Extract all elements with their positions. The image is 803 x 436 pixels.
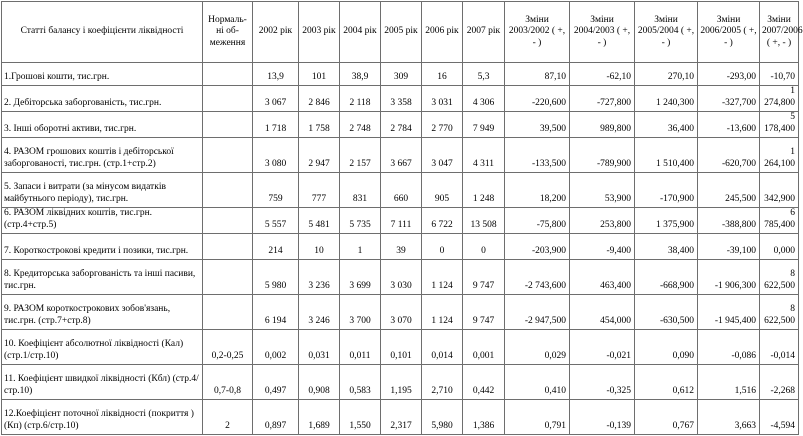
value-2004: 1 [340, 234, 381, 260]
table-row [2, 63, 799, 86]
value-2007: 9 747 [463, 295, 505, 330]
norm-cell: 2 [203, 400, 253, 435]
value-2002: 6 194 [253, 295, 299, 330]
change-2006-2005: 245,500 [698, 173, 760, 208]
header-2006: 2006 рік [422, 2, 463, 63]
table-row [2, 234, 799, 260]
value-2002: 3 080 [253, 138, 299, 173]
value-2003: 0,908 [299, 365, 340, 400]
value-2007: 0,001 [463, 330, 505, 365]
header-row [2, 2, 799, 63]
table-row [2, 400, 799, 435]
value-2002: 0,002 [253, 330, 299, 365]
table-row [2, 86, 799, 112]
change-2004-2003: -9,400 [570, 234, 635, 260]
table-row [2, 260, 799, 295]
liquidity-table [1, 1, 803, 435]
change-2006-2005: -1 945,400 [698, 295, 760, 330]
table-row [2, 173, 799, 208]
table-row [2, 295, 799, 330]
row-label: 4. РАЗОМ грошових коштів і дебіторської заборгованості, тис.грн. (стр.1+стр.2) [2, 138, 203, 173]
row-label: 5. Запаси і витрати (за мінусом видатків майбутнього періоду), тис.грн. [2, 173, 203, 208]
header-change-2005-2004: Зміни 2005/2004 ( +, - ) [635, 2, 698, 63]
value-2004: 1,550 [340, 400, 381, 435]
value-2006: 3 031 [422, 86, 463, 112]
table-row [2, 330, 799, 365]
value-2003: 0,031 [299, 330, 340, 365]
header-2005: 2005 рік [381, 2, 422, 63]
norm-cell [203, 173, 253, 208]
value-2007: 4 311 [463, 138, 505, 173]
change-2006-2005: -39,100 [698, 234, 760, 260]
header-2002: 2002 рік [253, 2, 299, 63]
change-2005-2004: 1 375,900 [635, 208, 698, 234]
row-label: 11. Коефіцієнт швидкої ліквідності (Кбл) (стр.4/стр.10) [2, 365, 203, 400]
row-label: 12.Коефіцієнт поточної ліквідності (покриття ) (Кп) (стр.6/стр.10) [2, 400, 203, 435]
value-2005: 660 [381, 173, 422, 208]
value-2003: 1,689 [299, 400, 340, 435]
norm-cell [203, 234, 253, 260]
value-2002: 13,9 [253, 63, 299, 86]
value-2004: 3 700 [340, 295, 381, 330]
change-2005-2004: 270,10 [635, 63, 698, 86]
value-2006: 6 722 [422, 208, 463, 234]
value-2003: 2 846 [299, 86, 340, 112]
change-2003-2002: -203,900 [505, 234, 570, 260]
table-row [2, 138, 799, 173]
value-2004: 831 [340, 173, 381, 208]
change-2003-2002: -2 743,600 [505, 260, 570, 295]
norm-cell [203, 86, 253, 112]
norm-cell: 0,7-0,8 [203, 365, 253, 400]
value-2006: 5,980 [422, 400, 463, 435]
header-change-2004-2003: Зміни 2004/2003 ( +, - ) [570, 2, 635, 63]
header-norm: Нормаль-ні об-меження [203, 2, 253, 63]
row-label: 1.Грошові кошти, тис.грн. [2, 63, 203, 86]
change-2007-2006: 8 622,500 [760, 260, 799, 295]
value-2007: 1,386 [463, 400, 505, 435]
change-2007-2006: 342,900 [760, 173, 799, 208]
change-2003-2002: 0,029 [505, 330, 570, 365]
value-2002: 5 557 [253, 208, 299, 234]
value-2004: 0,011 [340, 330, 381, 365]
header-2004: 2004 рік [340, 2, 381, 63]
value-2006: 16 [422, 63, 463, 86]
value-2002: 759 [253, 173, 299, 208]
change-2005-2004: -170,900 [635, 173, 698, 208]
norm-cell: 0,2-0,25 [203, 330, 253, 365]
value-2004: 3 699 [340, 260, 381, 295]
change-2007-2006: 1 274,800 [760, 86, 799, 112]
value-2005: 3 358 [381, 86, 422, 112]
value-2005: 2,317 [381, 400, 422, 435]
row-label: 9. РАЗОМ короткострокових зобов'язань, тис.грн. (стр.7+стр.8) [2, 295, 203, 330]
value-2005: 0,101 [381, 330, 422, 365]
value-2003: 3 246 [299, 295, 340, 330]
change-2003-2002: -2 947,500 [505, 295, 570, 330]
change-2007-2006: -4,594 [760, 400, 799, 435]
row-label: 8. Кредиторська заборгованість та інші пасиви, тис.грн. [2, 260, 203, 295]
value-2004: 0,583 [340, 365, 381, 400]
change-2007-2006: -0,014 [760, 330, 799, 365]
change-2004-2003: -789,900 [570, 138, 635, 173]
change-2003-2002: 39,500 [505, 112, 570, 138]
value-2004: 5 735 [340, 208, 381, 234]
header-change-2007-2006: Зміни 2007/2006 ( +, - ) [760, 2, 799, 63]
value-2007: 9 747 [463, 260, 505, 295]
value-2003: 5 481 [299, 208, 340, 234]
change-2005-2004: 1 510,400 [635, 138, 698, 173]
value-2007: 0 [463, 234, 505, 260]
value-2006: 905 [422, 173, 463, 208]
value-2002: 1 718 [253, 112, 299, 138]
change-2006-2005: -293,00 [698, 63, 760, 86]
change-2007-2006: -2,268 [760, 365, 799, 400]
change-2007-2006: 6 785,400 [760, 208, 799, 234]
change-2003-2002: 87,10 [505, 63, 570, 86]
value-2004: 38,9 [340, 63, 381, 86]
value-2005: 2 784 [381, 112, 422, 138]
change-2003-2002: 0,791 [505, 400, 570, 435]
change-2004-2003: -0,021 [570, 330, 635, 365]
change-2005-2004: 0,090 [635, 330, 698, 365]
header-items: Статті балансу і коефіцієнти ліквідності [2, 2, 203, 63]
value-2005: 309 [381, 63, 422, 86]
change-2004-2003: -727,800 [570, 86, 635, 112]
value-2002: 0,897 [253, 400, 299, 435]
value-2005: 3 030 [381, 260, 422, 295]
change-2007-2006: -10,70 [760, 63, 799, 86]
value-2007: 13 508 [463, 208, 505, 234]
change-2004-2003: 463,400 [570, 260, 635, 295]
value-2004: 2 118 [340, 86, 381, 112]
change-2007-2006: 5 178,400 [760, 112, 799, 138]
change-2005-2004: 1 240,300 [635, 86, 698, 112]
norm-cell [203, 63, 253, 86]
header-change-2006-2005: Зміни 2006/2005 ( +, - ) [698, 2, 760, 63]
row-label: 3. Інші оборотні активи, тис.грн. [2, 112, 203, 138]
norm-cell [203, 295, 253, 330]
value-2003: 10 [299, 234, 340, 260]
change-2004-2003: 989,800 [570, 112, 635, 138]
header-change-2003-2002: Зміни 2003/2002 ( +, - ) [505, 2, 570, 63]
change-2007-2006: 8 622,500 [760, 295, 799, 330]
value-2003: 3 236 [299, 260, 340, 295]
value-2002: 3 067 [253, 86, 299, 112]
change-2003-2002: -75,800 [505, 208, 570, 234]
value-2005: 3 667 [381, 138, 422, 173]
change-2003-2002: 18,200 [505, 173, 570, 208]
row-label: 7. Короткострокові кредити і позики, тис.грн. [2, 234, 203, 260]
value-2007: 5,3 [463, 63, 505, 86]
norm-cell [203, 138, 253, 173]
value-2007: 0,442 [463, 365, 505, 400]
change-2007-2006: 1 264,100 [760, 138, 799, 173]
row-label: 6. РАЗОМ ліквідних коштів, тис.грн. (стр.4+стр.5) [2, 208, 203, 234]
value-2006: 2 770 [422, 112, 463, 138]
change-2005-2004: 38,400 [635, 234, 698, 260]
value-2003: 2 947 [299, 138, 340, 173]
change-2003-2002: -220,600 [505, 86, 570, 112]
change-2005-2004: -668,900 [635, 260, 698, 295]
change-2004-2003: -0,139 [570, 400, 635, 435]
value-2003: 1 758 [299, 112, 340, 138]
value-2007: 7 949 [463, 112, 505, 138]
value-2006: 0,014 [422, 330, 463, 365]
value-2005: 3 070 [381, 295, 422, 330]
change-2004-2003: 253,800 [570, 208, 635, 234]
change-2004-2003: 454,000 [570, 295, 635, 330]
change-2005-2004: 0,612 [635, 365, 698, 400]
row-label: 10. Коефіцієнт абсолютної ліквідності (Кал) (стр.1/стр.10) [2, 330, 203, 365]
change-2006-2005: -327,700 [698, 86, 760, 112]
table-row [2, 112, 799, 138]
value-2006: 2,710 [422, 365, 463, 400]
value-2006: 0 [422, 234, 463, 260]
value-2006: 1 124 [422, 260, 463, 295]
header-2003: 2003 рік [299, 2, 340, 63]
change-2006-2005: 1,516 [698, 365, 760, 400]
change-2006-2005: 3,663 [698, 400, 760, 435]
value-2006: 1 124 [422, 295, 463, 330]
change-2006-2005: -0,086 [698, 330, 760, 365]
norm-cell [203, 112, 253, 138]
norm-cell [203, 208, 253, 234]
change-2005-2004: 36,400 [635, 112, 698, 138]
change-2004-2003: -0,325 [570, 365, 635, 400]
change-2003-2002: 0,410 [505, 365, 570, 400]
value-2006: 3 047 [422, 138, 463, 173]
value-2002: 214 [253, 234, 299, 260]
table-row [2, 208, 799, 234]
value-2002: 5 980 [253, 260, 299, 295]
change-2007-2006: 0,000 [760, 234, 799, 260]
value-2004: 2 157 [340, 138, 381, 173]
change-2003-2002: -133,500 [505, 138, 570, 173]
value-2002: 0,497 [253, 365, 299, 400]
change-2005-2004: -630,500 [635, 295, 698, 330]
change-2004-2003: -62,10 [570, 63, 635, 86]
value-2005: 39 [381, 234, 422, 260]
value-2005: 7 111 [381, 208, 422, 234]
change-2006-2005: -388,800 [698, 208, 760, 234]
change-2005-2004: 0,767 [635, 400, 698, 435]
change-2006-2005: -620,700 [698, 138, 760, 173]
value-2003: 777 [299, 173, 340, 208]
change-2006-2005: -13,600 [698, 112, 760, 138]
value-2007: 1 248 [463, 173, 505, 208]
value-2007: 4 306 [463, 86, 505, 112]
header-2007: 2007 рік [463, 2, 505, 63]
change-2006-2005: -1 906,300 [698, 260, 760, 295]
value-2003: 101 [299, 63, 340, 86]
change-2004-2003: 53,900 [570, 173, 635, 208]
value-2005: 1,195 [381, 365, 422, 400]
table-row [2, 365, 799, 400]
row-label: 2. Дебіторська заборгованість, тис.грн. [2, 86, 203, 112]
norm-cell [203, 260, 253, 295]
value-2004: 2 748 [340, 112, 381, 138]
